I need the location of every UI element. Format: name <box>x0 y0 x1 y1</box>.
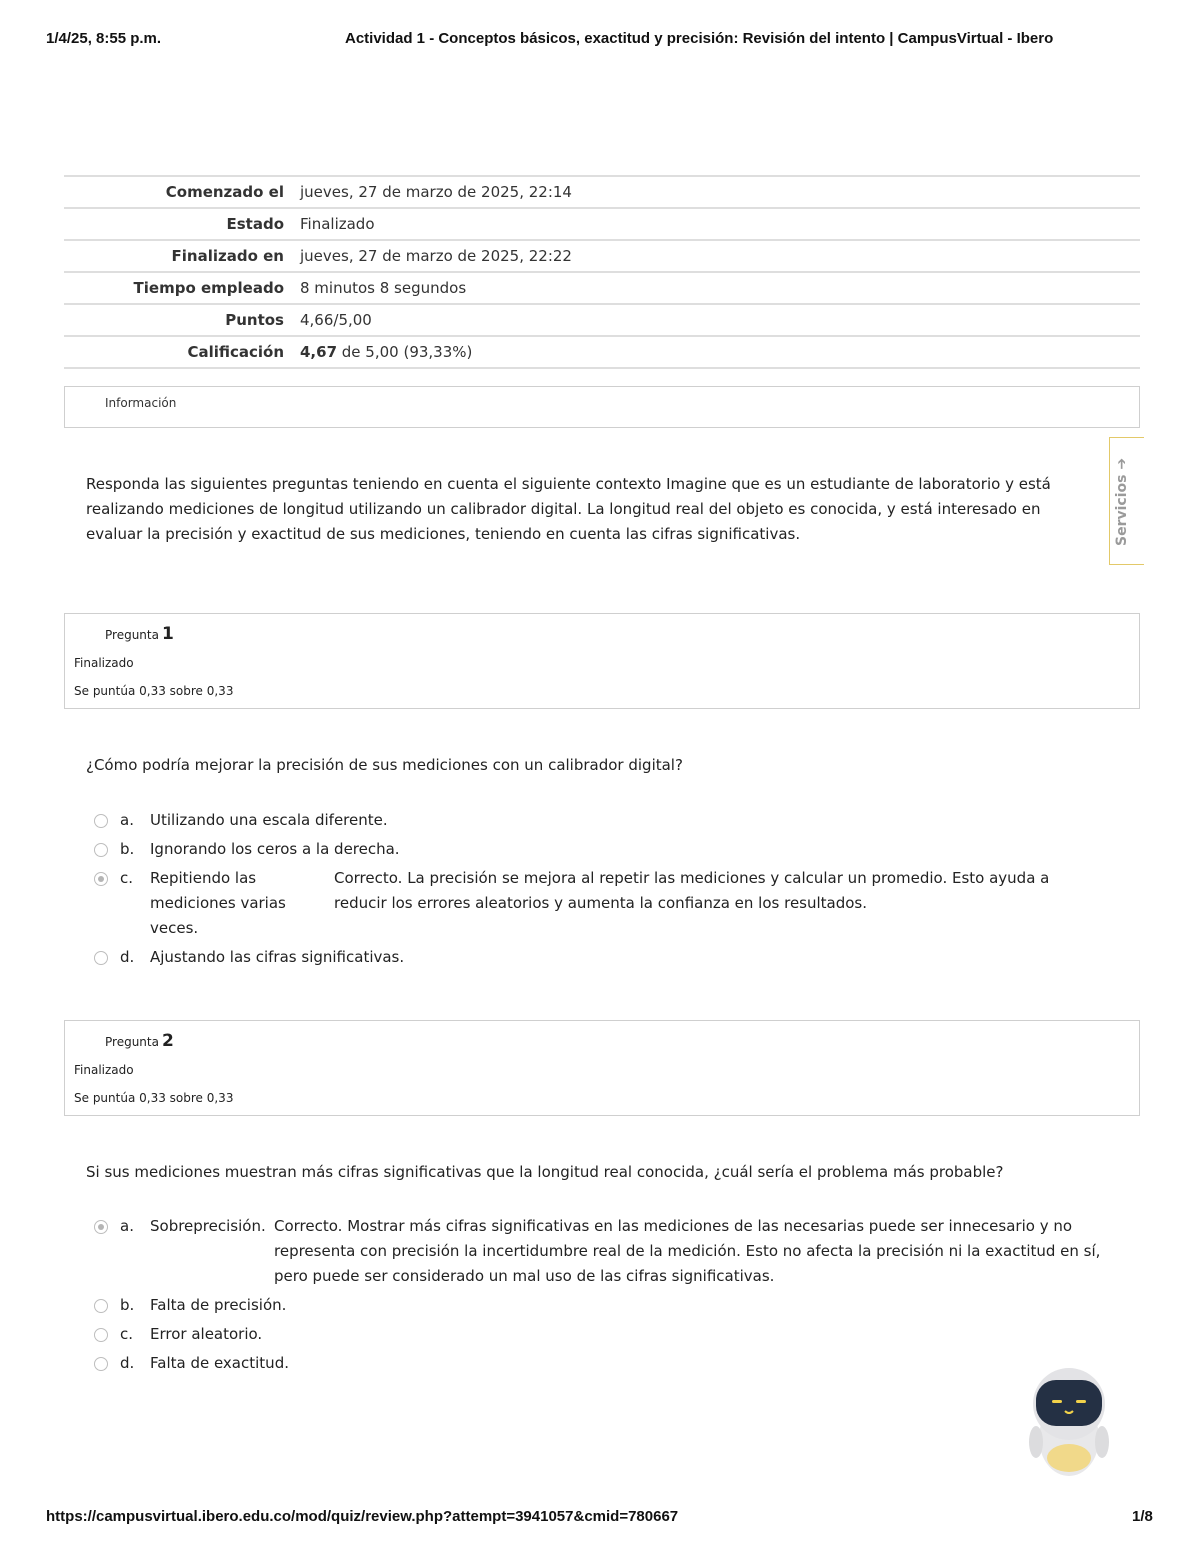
summary-row <box>64 272 1140 304</box>
attempt-summary-table <box>64 175 1140 369</box>
summary-value: 8 minutos 8 segundos <box>300 279 467 297</box>
radio-button[interactable] <box>94 951 108 965</box>
radio-button[interactable] <box>94 1299 108 1313</box>
question-grade: Se puntúa 0,33 sobre 0,33 <box>74 684 234 698</box>
summary-label: Puntos <box>225 311 284 329</box>
answer-option <box>94 1293 1104 1318</box>
information-label: Información <box>105 396 177 410</box>
question-state: Finalizado <box>74 1063 134 1077</box>
answer-text: Ajustando las cifras significativas. <box>150 948 405 966</box>
summary-row <box>64 176 1140 208</box>
summary-value: jueves, 27 de marzo de 2025, 22:14 <box>300 183 572 201</box>
question-label: Pregunta <box>105 628 159 642</box>
summary-value: Finalizado <box>300 215 375 233</box>
summary-value: jueves, 27 de marzo de 2025, 22:22 <box>300 247 572 265</box>
answer-letter: a. <box>120 1217 134 1235</box>
answer-option <box>94 1322 1104 1347</box>
summary-label: Estado <box>226 215 284 233</box>
services-tab-label <box>1114 458 1130 546</box>
answer-letter: c. <box>120 869 134 887</box>
answer-list <box>94 808 1104 974</box>
grade-rest: de 5,00 (93,33%) <box>337 343 473 361</box>
answer-text: Utilizando una escala diferente. <box>150 811 388 829</box>
question-info-box <box>64 613 1140 709</box>
arrow-right-icon: ➔ <box>1114 457 1130 470</box>
question-info-box <box>64 1020 1140 1116</box>
radio-button[interactable] <box>94 1357 108 1371</box>
answer-text: Sobreprecisión. <box>150 1217 266 1235</box>
answer-list <box>94 1214 1104 1380</box>
answer-text: Repitiendo las mediciones varias veces. <box>150 869 286 937</box>
question-number-value: 1 <box>161 624 174 644</box>
answer-letter: d. <box>120 1354 135 1372</box>
question-number-value: 2 <box>161 1031 174 1051</box>
question-number <box>105 1031 174 1051</box>
context-text: Responda las siguientes preguntas teniendo en cuenta el siguiente contexto Imagine que es un estudiante de laboratorio y está realizando mediciones de longitud utilizando un calibrador digital. La longitud real del objeto es conocida, y está interesado en evaluar la precisión y exactitud de sus mediciones, teniendo en cuenta las cifras significativas. <box>86 475 1051 543</box>
print-title: Actividad 1 - Conceptos básicos, exactitud y precisión: Revisión del intento | CampusVirtual - Ibero <box>345 30 1054 47</box>
information-box <box>64 386 1140 428</box>
radio-button[interactable] <box>94 1328 108 1342</box>
radio-button-selected[interactable] <box>94 1220 108 1234</box>
answer-option <box>94 808 1104 833</box>
radio-button-selected[interactable] <box>94 872 108 886</box>
summary-row <box>64 240 1140 272</box>
answer-text: Error aleatorio. <box>150 1325 263 1343</box>
answer-text: Falta de precisión. <box>150 1296 287 1314</box>
question-label: Pregunta <box>105 1035 159 1049</box>
question-grade: Se puntúa 0,33 sobre 0,33 <box>74 1091 234 1105</box>
summary-row <box>64 304 1140 336</box>
answer-letter: b. <box>120 840 135 858</box>
summary-label: Comenzado el <box>165 183 284 201</box>
summary-row <box>64 336 1140 368</box>
question-state: Finalizado <box>74 656 134 670</box>
services-label: Servicios <box>1114 474 1130 546</box>
radio-button[interactable] <box>94 843 108 857</box>
print-page-number: 1/8 <box>1132 1508 1153 1525</box>
answer-option <box>94 1351 1104 1376</box>
question-number <box>105 624 174 644</box>
answer-option <box>94 837 1104 862</box>
summary-row <box>64 208 1140 240</box>
summary-label: Tiempo empleado <box>133 279 284 297</box>
chatbot-robot-icon[interactable] <box>1022 1362 1116 1478</box>
answer-text: Ignorando los ceros a la derecha. <box>150 840 400 858</box>
summary-label: Finalizado en <box>171 247 284 265</box>
print-datetime: 1/4/25, 8:55 p.m. <box>46 30 162 47</box>
print-url: https://campusvirtual.ibero.edu.co/mod/quiz/review.php?attempt=3941057&cmid=780667 <box>46 1508 679 1525</box>
summary-value: 4,66/5,00 <box>300 311 372 329</box>
answer-letter: a. <box>120 811 134 829</box>
grade-bold: 4,67 <box>300 343 338 361</box>
answer-option-selected <box>94 1214 1104 1289</box>
answer-option <box>94 945 1104 970</box>
grade-value <box>294 336 1140 368</box>
question-text: ¿Cómo podría mejorar la precisión de sus mediciones con un calibrador digital? <box>86 756 683 774</box>
answer-text: Falta de exactitud. <box>150 1354 289 1372</box>
answer-letter: c. <box>120 1325 134 1343</box>
grade-label: Calificación <box>187 343 284 361</box>
answer-option-selected <box>94 866 1104 941</box>
answer-feedback: Correcto. Mostrar más cifras significativas en las mediciones de las necesarias puede ser innecesario y no representa con precisión la incertidumbre real de la medición. Esto no afecta la precisión ni la exactitud en sí, pero puede ser considerado un mal uso de las cifras significativas. <box>274 1217 1101 1285</box>
radio-button[interactable] <box>94 814 108 828</box>
services-tab[interactable] <box>1109 437 1144 565</box>
question-text: Si sus mediciones muestran más cifras significativas que la longitud real conocida, ¿cuál sería el problema más probable? <box>86 1163 1004 1181</box>
answer-letter: d. <box>120 948 135 966</box>
answer-feedback: Correcto. La precisión se mejora al repetir las mediciones y calcular un promedio. Esto ayuda a reducir los errores aleatorios y aumenta la confianza en los resultados. <box>334 869 1050 912</box>
answer-letter: b. <box>120 1296 135 1314</box>
